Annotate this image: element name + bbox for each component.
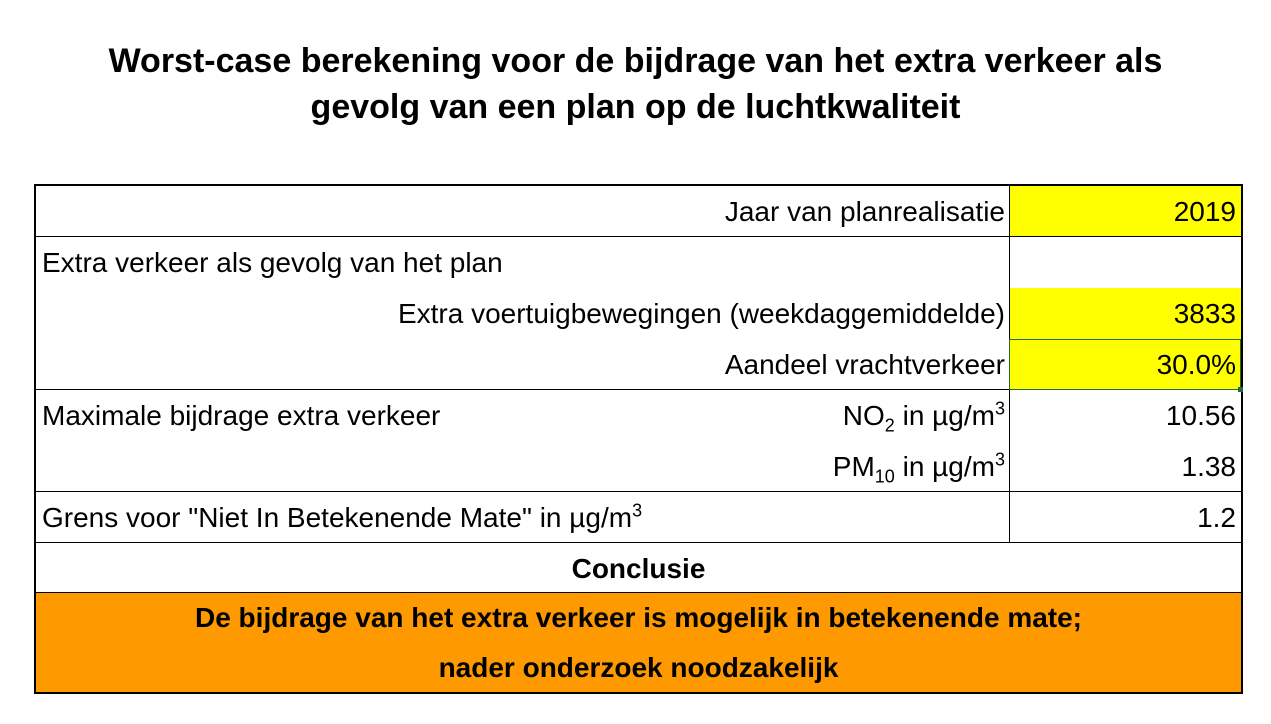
no2-value-cell[interactable]: 10.56 xyxy=(1165,400,1236,431)
row-limit xyxy=(36,492,1241,543)
conclusion-heading: Conclusie xyxy=(571,553,706,584)
fill-handle[interactable] xyxy=(1238,387,1243,392)
calculation-table xyxy=(34,184,1243,694)
title-line-1: Worst-case berekening voor de bijdrage van het extra verkeer als xyxy=(108,42,1163,80)
truck-share-label: Aandeel vrachtverkeer xyxy=(724,349,1005,380)
limit-label: Grens voor "Niet In Betekenende Mate" in $\mu g/m^3$ xyxy=(42,500,643,533)
row-year xyxy=(36,186,1241,237)
year-label: Jaar van planrealisatie xyxy=(724,196,1005,227)
pm10-value-cell[interactable]: 1.38 xyxy=(1181,451,1236,482)
row-no2 xyxy=(36,390,1241,441)
conclusion-line-2: nader onderzoek noodzakelijk xyxy=(438,652,839,683)
truck-share-input-cell[interactable]: 30.0% xyxy=(1009,339,1241,390)
extra-traffic-label: Extra verkeer als gevolg van het plan xyxy=(42,247,503,278)
title-line-2: gevolg van een plan op de luchtkwaliteit xyxy=(310,88,961,126)
no2-unit-label: $NO_2$ in $\mu g/m^3$ xyxy=(842,398,1005,436)
pm10-empty-label xyxy=(36,441,756,492)
limit-value-cell[interactable]: 1.2 xyxy=(1197,502,1236,533)
movements-input-cell[interactable]: 3833 xyxy=(1009,288,1241,339)
gridline xyxy=(36,491,1241,492)
row-conclusion-header xyxy=(36,543,1241,594)
row-extra-header xyxy=(36,237,1241,288)
conclusion-result[interactable] xyxy=(36,593,1241,692)
sheet-title xyxy=(0,38,1271,130)
gridline xyxy=(36,236,1241,237)
extra-traffic-empty-cell[interactable] xyxy=(1009,237,1241,288)
row-pm10 xyxy=(36,441,1241,492)
movements-label: Extra voertuigbewegingen (weekdaggemiddelde) xyxy=(397,298,1005,329)
conclusion-line-1: De bijdrage van het extra verkeer is mogelijk in betekenende mate; xyxy=(194,602,1083,633)
max-contribution-label: Maximale bijdrage extra verkeer xyxy=(42,400,441,431)
year-input-cell[interactable]: 2019 xyxy=(1009,186,1241,237)
pm10-unit-label: $PM_{10}$ in $\mu g/m^3$ xyxy=(832,449,1005,487)
row-movements xyxy=(36,288,1241,339)
active-cell-selection xyxy=(1009,339,1241,390)
gridline xyxy=(36,542,1241,543)
gridline xyxy=(36,592,1241,593)
